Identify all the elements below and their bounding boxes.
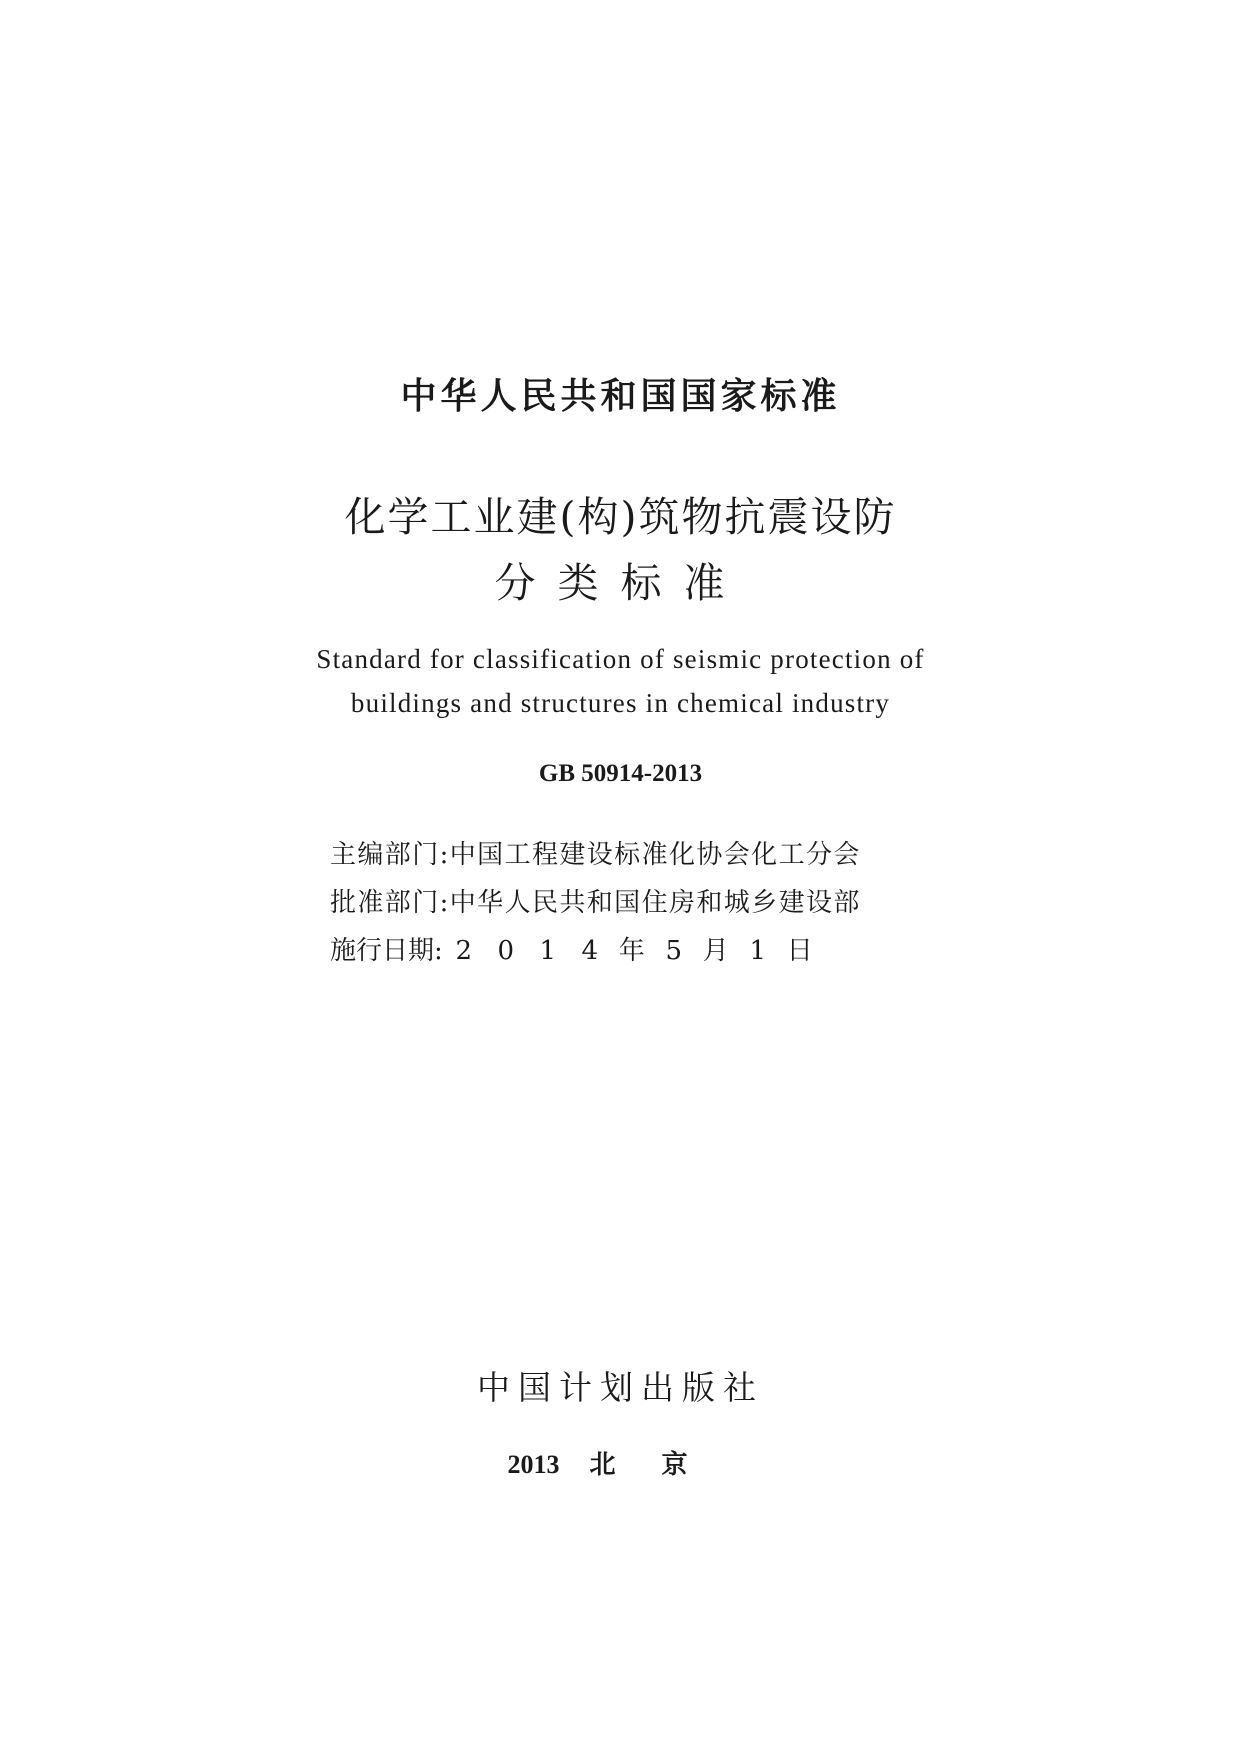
editor-department-label: 主编部门: bbox=[330, 840, 450, 870]
editor-department-line bbox=[330, 834, 861, 871]
publication-place-year bbox=[0, 1444, 1241, 1481]
publisher-name: 中国计划出版社 bbox=[477, 1368, 764, 1407]
english-title-line-1: Standard for classification of seismic protection of bbox=[316, 644, 925, 674]
publication-year: 2013 bbox=[507, 1450, 560, 1479]
effective-date-line bbox=[330, 930, 821, 967]
english-title-line-2: buildings and structures in chemical industry bbox=[350, 688, 891, 718]
editor-department-value: 中国工程建设标准化协会化工分会 bbox=[449, 840, 861, 870]
date-part: 1 bbox=[749, 936, 767, 966]
document-title-line-2: 分类标准 bbox=[494, 559, 747, 607]
date-part: 2 bbox=[455, 936, 473, 966]
document-title-line-1: 化学工业建(构)筑物抗震设防 bbox=[344, 493, 897, 541]
approver-department-label: 批准部门: bbox=[330, 888, 450, 918]
date-part: 0 bbox=[497, 936, 515, 966]
effective-date-value bbox=[443, 930, 821, 967]
date-part: 4 bbox=[581, 936, 599, 966]
date-part: 1 bbox=[539, 936, 557, 966]
approver-department-value: 中华人民共和国住房和城乡建设部 bbox=[449, 888, 861, 918]
date-part: 年 bbox=[618, 936, 645, 966]
date-part: 5 bbox=[665, 936, 683, 966]
date-part: 日 bbox=[786, 936, 813, 966]
standard-series-heading: 中华人民共和国国家标准 bbox=[400, 376, 841, 417]
approver-department-line bbox=[330, 882, 861, 919]
effective-date-label: 施行日期: bbox=[330, 936, 443, 966]
publication-city: 北京 bbox=[589, 1450, 734, 1480]
date-part: 月 bbox=[702, 936, 729, 966]
standard-code: GB 50914-2013 bbox=[538, 760, 703, 787]
